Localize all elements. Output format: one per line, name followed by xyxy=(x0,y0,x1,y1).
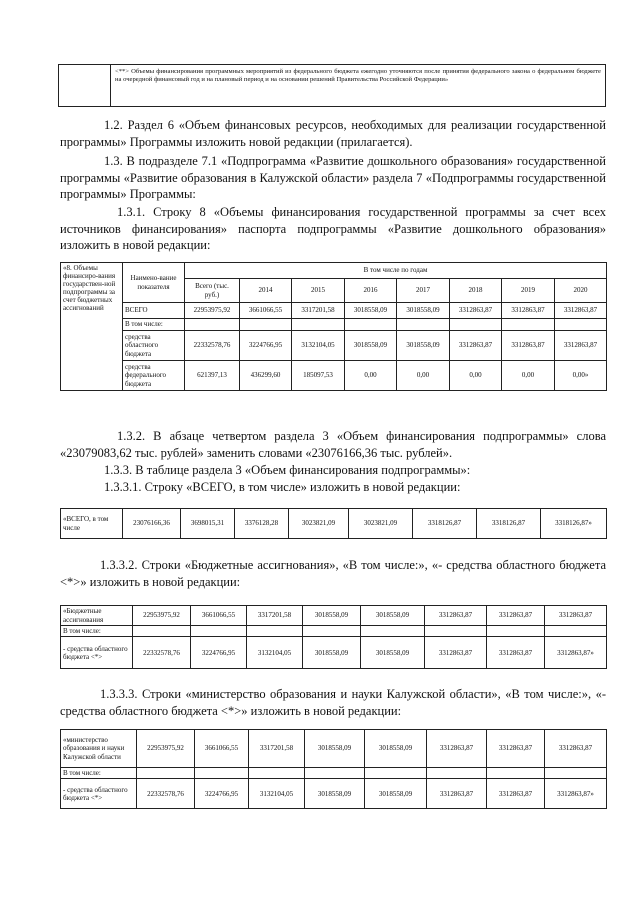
row-name: «Бюджетные ассигнования xyxy=(61,606,133,626)
cell: 0,00 xyxy=(345,361,397,391)
cell: 3317201,58 xyxy=(292,303,345,319)
cell: 3312863,87 xyxy=(427,730,487,768)
cell: 3018558,09 xyxy=(303,606,361,626)
table-row xyxy=(61,637,607,669)
row-label: «8. Объемы финансиро-вания государствен-ной подпрограммы за счет бюджетных ассигнований xyxy=(61,263,123,391)
cell: 3661066,55 xyxy=(195,730,249,768)
row-name: «ВСЕГО, в том числе xyxy=(61,509,123,539)
paragraph-1-2: 1.2. Раздел 6 «Объем финансовых ресурсов, необходимых для реализации государственной программы» Программы изложить новой редакции (прилагается). xyxy=(60,118,606,149)
cell: 621397,13 xyxy=(185,361,240,391)
cell: 3018558,09 xyxy=(303,637,361,669)
table-row xyxy=(61,606,607,626)
row-name: «министерство образования и науки Калужской области xyxy=(61,730,137,768)
cell: 3312863,87 xyxy=(450,331,502,361)
footnote-table xyxy=(58,64,606,107)
cell: 3018558,09 xyxy=(397,331,450,361)
table-row xyxy=(61,303,607,319)
cell xyxy=(365,768,427,779)
paragraph-1-3: 1.3. В подразделе 7.1 «Подпрограмма «Развитие дошкольного образования» государственной программы «Развитие образования в Калужской области» раздела 7 «Подпрограммы государственной программы» Программы: xyxy=(60,154,606,201)
cell xyxy=(133,626,191,637)
paragraph-1-3-3-3: 1.3.3.3. Строки «министерство образования и науки Калужской области», «В том числе:», «- средства областного бюджета <*>» изложить в новой редакции: xyxy=(60,687,606,718)
cell xyxy=(487,768,545,779)
cell: 3018558,09 xyxy=(397,303,450,319)
cell: 3018558,09 xyxy=(365,779,427,809)
cell: 22953975,92 xyxy=(185,303,240,319)
cell xyxy=(191,626,247,637)
cell xyxy=(425,626,487,637)
table-row xyxy=(61,319,607,331)
paragraph-1-3-2: 1.3.2. В абзаце четвертом раздела 3 «Объем финансирования подпрограммы» слова «23079083,62 тыс. рублей» заменить словами «23076166,36 тыс. рублей». xyxy=(60,429,606,460)
cell: 22332578,76 xyxy=(185,331,240,361)
table-row xyxy=(61,626,607,637)
cell: 0,00 xyxy=(502,361,555,391)
cell: 3132104,05 xyxy=(249,779,305,809)
footnote-text: <**> Объемы финансирования программных мероприятий из федерального бюджета ежегодно уточняются после принятия федерального закона о федеральном бюджете на очередной финансовый год и на плановый период и на основании решений Правительства Российской Федерации» xyxy=(111,65,606,107)
paragraph-1-3-3-1: 1.3.3.1. Строку «ВСЕГО, в том числе» изложить в новой редакции: xyxy=(104,480,461,494)
cell: 3018558,09 xyxy=(361,606,425,626)
cell: 0,00 xyxy=(397,361,450,391)
cell: 3312863,87 xyxy=(425,606,487,626)
cell xyxy=(555,319,607,331)
cell: 3132104,05 xyxy=(247,637,303,669)
cell: 3224766,95 xyxy=(195,779,249,809)
cell xyxy=(361,626,425,637)
cell: 3312863,87 xyxy=(545,606,607,626)
cell: 3312863,87 xyxy=(450,303,502,319)
cell: 3376128,28 xyxy=(235,509,289,539)
cell: 0,00» xyxy=(555,361,607,391)
cell: 3312863,87 xyxy=(487,730,545,768)
header-year: 2016 xyxy=(345,279,397,303)
header-year: 2015 xyxy=(292,279,345,303)
table-row xyxy=(61,779,607,809)
paragraph-1-3-3-2: 1.3.3.2. Строки «Бюджетные ассигнования», «В том числе:», «- средства областного бюджета <*>» изложить в новой редакции: xyxy=(60,558,606,589)
cell xyxy=(240,319,292,331)
funding-passport-table xyxy=(60,262,607,391)
row-name: средства областного бюджета xyxy=(123,331,185,361)
cell: 22953975,92 xyxy=(133,606,191,626)
row-name: В том числе: xyxy=(123,319,185,331)
cell: 3312863,87 xyxy=(555,331,607,361)
cell: 22332578,76 xyxy=(137,779,195,809)
cell: 3312863,87 xyxy=(427,779,487,809)
cell: 3312863,87 xyxy=(502,331,555,361)
cell xyxy=(292,319,345,331)
table-row xyxy=(61,509,607,539)
table-row xyxy=(61,730,607,768)
header-year: 2020 xyxy=(555,279,607,303)
ministry-table xyxy=(60,729,607,809)
cell: 3698015,31 xyxy=(181,509,235,539)
cell: 22953975,92 xyxy=(137,730,195,768)
cell xyxy=(185,319,240,331)
cell xyxy=(247,626,303,637)
cell: 3312863,87 xyxy=(487,779,545,809)
row-name: средства федерального бюджета xyxy=(123,361,185,391)
cell xyxy=(502,319,555,331)
row-name: - средства областного бюджета <*> xyxy=(61,637,133,669)
cell: 22332578,76 xyxy=(133,637,191,669)
header-total: Всего (тыс. руб.) xyxy=(185,279,240,303)
cell: 3132104,05 xyxy=(292,331,345,361)
row-name: В том числе: xyxy=(61,768,137,779)
cell: 3312863,87» xyxy=(545,779,607,809)
table-row xyxy=(61,331,607,361)
cell xyxy=(545,768,607,779)
header-year: 2017 xyxy=(397,279,450,303)
header-year: 2018 xyxy=(450,279,502,303)
header-years-group: В том числе по годам xyxy=(185,263,607,279)
cell xyxy=(249,768,305,779)
cell: 3018558,09 xyxy=(345,331,397,361)
cell: 3312863,87 xyxy=(425,637,487,669)
row-name: ВСЕГО xyxy=(123,303,185,319)
cell: 3661066,55 xyxy=(240,303,292,319)
table-row xyxy=(61,361,607,391)
cell: 0,00 xyxy=(450,361,502,391)
cell: 3661066,55 xyxy=(191,606,247,626)
paragraph-1-3-1: 1.3.1. Строку 8 «Объемы финансирования государственной программы за счет всех источников финансирования» паспорта подпрограммы «Развитие дошкольного образования» изложить в новой редакции: xyxy=(60,205,606,252)
cell: 3023821,09 xyxy=(349,509,413,539)
cell: 3224766,95 xyxy=(240,331,292,361)
cell: 3312863,87» xyxy=(545,637,607,669)
cell xyxy=(450,319,502,331)
cell xyxy=(427,768,487,779)
total-row-table xyxy=(60,508,607,539)
cell xyxy=(305,768,365,779)
cell: 3312863,87 xyxy=(487,606,545,626)
cell: 3224766,95 xyxy=(191,637,247,669)
table-row xyxy=(61,768,607,779)
cell: 185097,53 xyxy=(292,361,345,391)
row-name: - средства областного бюджета <*> xyxy=(61,779,137,809)
cell xyxy=(545,626,607,637)
cell: 436299,60 xyxy=(240,361,292,391)
cell xyxy=(303,626,361,637)
cell: 3018558,09 xyxy=(345,303,397,319)
cell: 3018558,09 xyxy=(361,637,425,669)
cell xyxy=(345,319,397,331)
cell: 3018558,09 xyxy=(365,730,427,768)
cell: 3317201,58 xyxy=(247,606,303,626)
cell: 3312863,87 xyxy=(555,303,607,319)
header-year: 2014 xyxy=(240,279,292,303)
cell: 3018558,09 xyxy=(305,779,365,809)
cell: 23076166,36 xyxy=(123,509,181,539)
cell xyxy=(137,768,195,779)
paragraph-1-3-3: 1.3.3. В таблице раздела 3 «Объем финансирования подпрограммы»: xyxy=(104,463,471,477)
cell: 3023821,09 xyxy=(289,509,349,539)
cell: 3312863,87 xyxy=(545,730,607,768)
cell xyxy=(487,626,545,637)
cell: 3312863,87 xyxy=(487,637,545,669)
cell: 3318126,87 xyxy=(477,509,541,539)
budget-allocations-table xyxy=(60,605,607,669)
cell xyxy=(195,768,249,779)
cell: 3318126,87» xyxy=(541,509,607,539)
footnote-empty-cell xyxy=(59,65,111,107)
cell: 3318126,87 xyxy=(413,509,477,539)
cell: 3018558,09 xyxy=(305,730,365,768)
header-name: Наимено-вание показателя xyxy=(123,263,185,303)
header-year: 2019 xyxy=(502,279,555,303)
row-name: В том числе: xyxy=(61,626,133,637)
cell xyxy=(397,319,450,331)
cell: 3312863,87 xyxy=(502,303,555,319)
cell: 3317201,58 xyxy=(249,730,305,768)
